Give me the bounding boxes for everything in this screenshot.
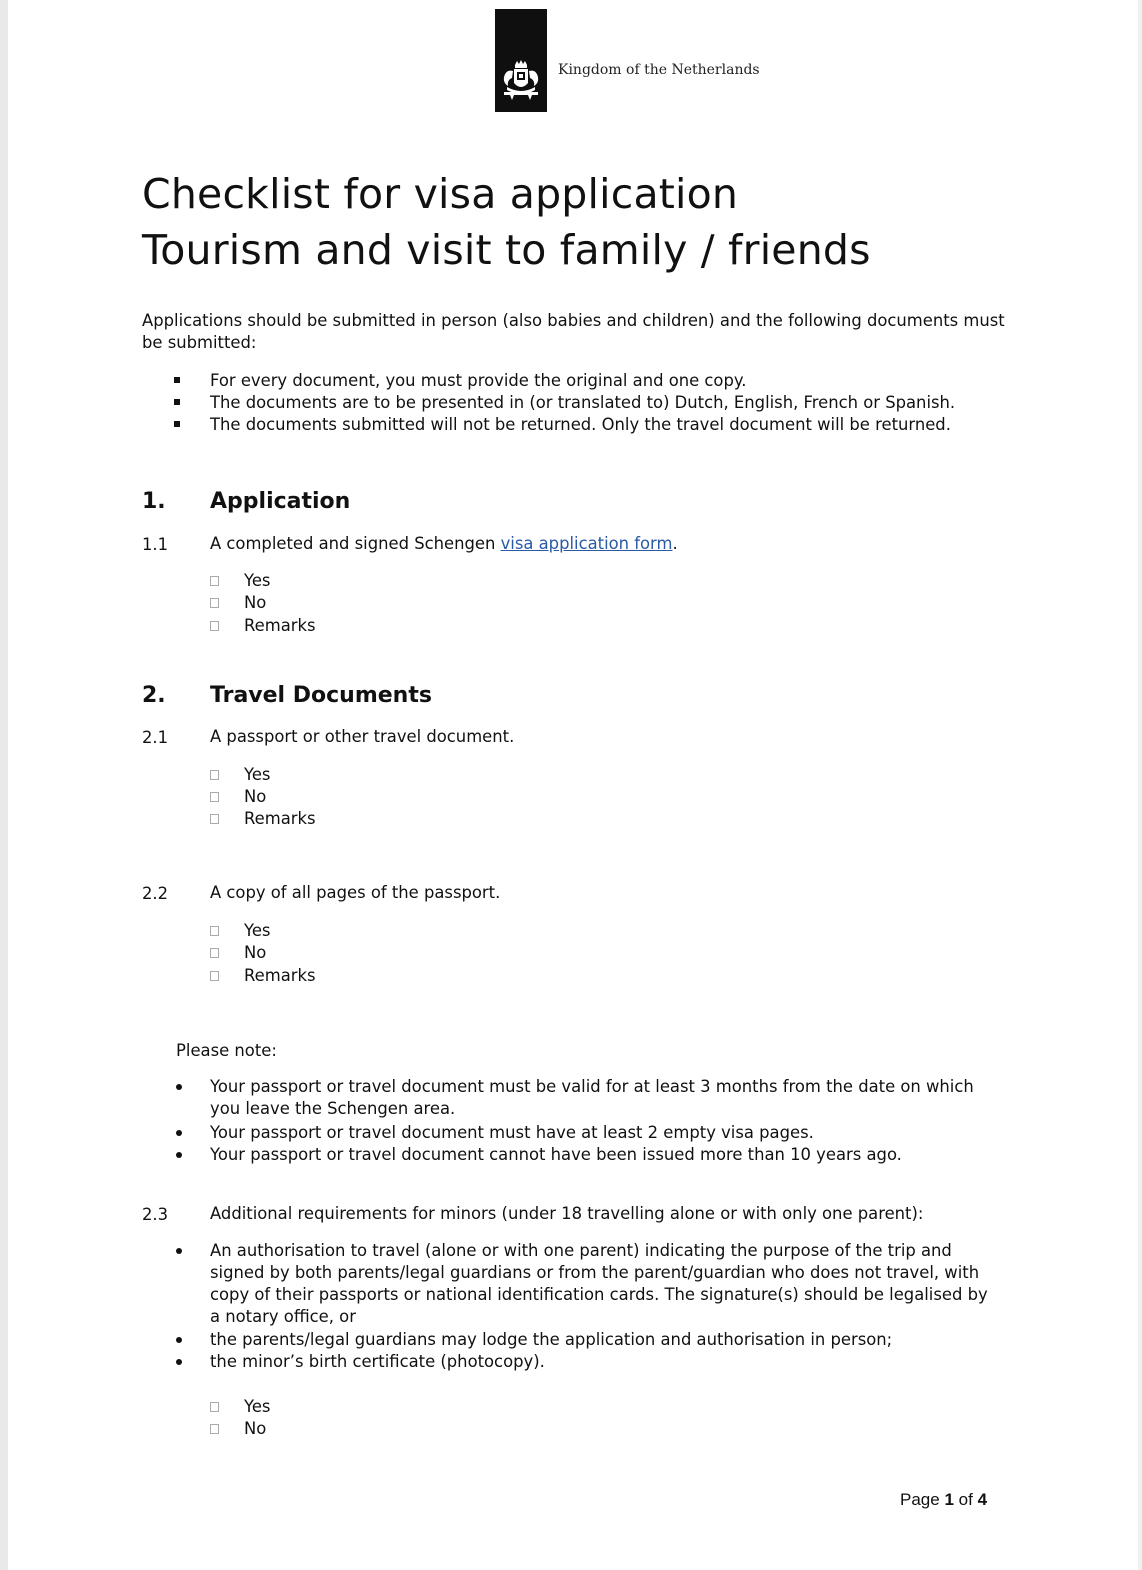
title-line-1: Checklist for visa application (142, 170, 739, 218)
item-2-3-no-label: No (244, 1419, 267, 1438)
item-2-3-yes-label: Yes (244, 1397, 271, 1416)
intro-bullet-1: For every document, you must provide the original and one copy. (210, 371, 747, 390)
item-2-2-no-checkbox[interactable] (210, 948, 219, 958)
item-2-1-yes-checkbox[interactable] (210, 770, 219, 780)
item-2-3-text: Additional requirements for minors (under 18 travelling alone or with only one parent): (210, 1204, 924, 1223)
logo-text: Kingdom of the Netherlands (558, 62, 760, 78)
note-bullet-3: Your passport or travel document cannot have been issued more than 10 years ago. (210, 1145, 902, 1164)
note-bullet-1: Your passport or travel document must be valid for at least 3 months from the date on which you leave the Schengen area. (210, 1077, 974, 1118)
item-2-1-remarks-label: Remarks (244, 809, 316, 828)
item-1-1-text-before: A completed and signed Schengen (210, 534, 501, 553)
page-edge-right (1138, 0, 1142, 1570)
item-2-1-number: 2.1 (142, 728, 169, 747)
item-1-1-number: 1.1 (142, 535, 169, 554)
minor-bullet-1: An authorisation to travel (alone or with one parent) indicating the purpose of the trip and signed by both parents/legal guardians or from the parent/guardian who does not travel, with copy of their passports or national identification cards. The signature(s) should be legalised by a notary office, or (210, 1241, 988, 1326)
item-2-2-yes-label: Yes (244, 921, 271, 940)
item-2-3-no-checkbox[interactable] (210, 1424, 219, 1434)
government-logo (495, 9, 547, 112)
section-2-number: 2. (142, 683, 166, 708)
intro-bullet-3: The documents submitted will not be returned. Only the travel document will be returned. (210, 415, 951, 434)
section-1-number: 1. (142, 489, 166, 514)
bullet-icon (176, 1359, 182, 1365)
document-title (142, 166, 871, 278)
page-current: 1 (944, 1490, 954, 1509)
page-total: 4 (977, 1490, 988, 1509)
item-2-3-number: 2.3 (142, 1205, 169, 1224)
bullet-icon (176, 1084, 182, 1090)
item-2-3-yes-checkbox[interactable] (210, 1402, 219, 1412)
item-1-1-remarks-checkbox[interactable] (210, 621, 219, 631)
crest-icon (498, 59, 544, 101)
bullet-icon (176, 1152, 182, 1158)
item-1-1-yes-label: Yes (244, 571, 271, 590)
item-2-2-remarks-checkbox[interactable] (210, 971, 219, 981)
item-2-1-text: A passport or other travel document. (210, 727, 515, 746)
item-1-1-no-label: No (244, 593, 267, 612)
item-2-2-no-label: No (244, 943, 267, 962)
bullet-icon (174, 399, 180, 405)
item-2-2-remarks-label: Remarks (244, 966, 316, 985)
minor-bullet-3: the minor’s birth certificate (photocopy). (210, 1352, 545, 1371)
section-1-title: Application (210, 489, 351, 514)
page-word: Page (900, 1490, 940, 1509)
section-2-title: Travel Documents (210, 683, 432, 708)
bullet-icon (176, 1337, 182, 1343)
intro-bullet-2: The documents are to be presented in (or translated to) Dutch, English, French or Spanish. (210, 393, 956, 412)
item-1-1-text-after: . (672, 534, 678, 553)
item-1-1-no-checkbox[interactable] (210, 598, 219, 608)
bullet-icon (176, 1248, 182, 1254)
page-edge-left (0, 0, 8, 1570)
item-1-1-text (210, 533, 678, 555)
item-2-2-yes-checkbox[interactable] (210, 926, 219, 936)
title-line-2: Tourism and visit to family / friends (142, 226, 871, 274)
item-1-1-remarks-label: Remarks (244, 616, 316, 635)
item-2-1-remarks-checkbox[interactable] (210, 814, 219, 824)
minor-bullet-2: the parents/legal guardians may lodge the application and authorisation in person; (210, 1330, 893, 1349)
bullet-icon (174, 421, 180, 427)
visa-application-form-link[interactable]: visa application form (500, 534, 673, 553)
page-number (900, 1490, 987, 1510)
intro-paragraph: Applications should be submitted in person (also babies and children) and the following documents must be submitted: (142, 311, 1005, 352)
item-2-1-yes-label: Yes (244, 765, 271, 784)
item-2-1-no-checkbox[interactable] (210, 792, 219, 802)
item-2-2-number: 2.2 (142, 884, 169, 903)
please-note-label: Please note: (176, 1041, 277, 1060)
item-2-1-no-label: No (244, 787, 267, 806)
item-2-2-text: A copy of all pages of the passport. (210, 883, 501, 902)
bullet-icon (176, 1130, 182, 1136)
note-bullet-2: Your passport or travel document must have at least 2 empty visa pages. (210, 1123, 814, 1142)
item-1-1-yes-checkbox[interactable] (210, 576, 219, 586)
of-word: of (958, 1490, 973, 1509)
bullet-icon (174, 377, 180, 383)
